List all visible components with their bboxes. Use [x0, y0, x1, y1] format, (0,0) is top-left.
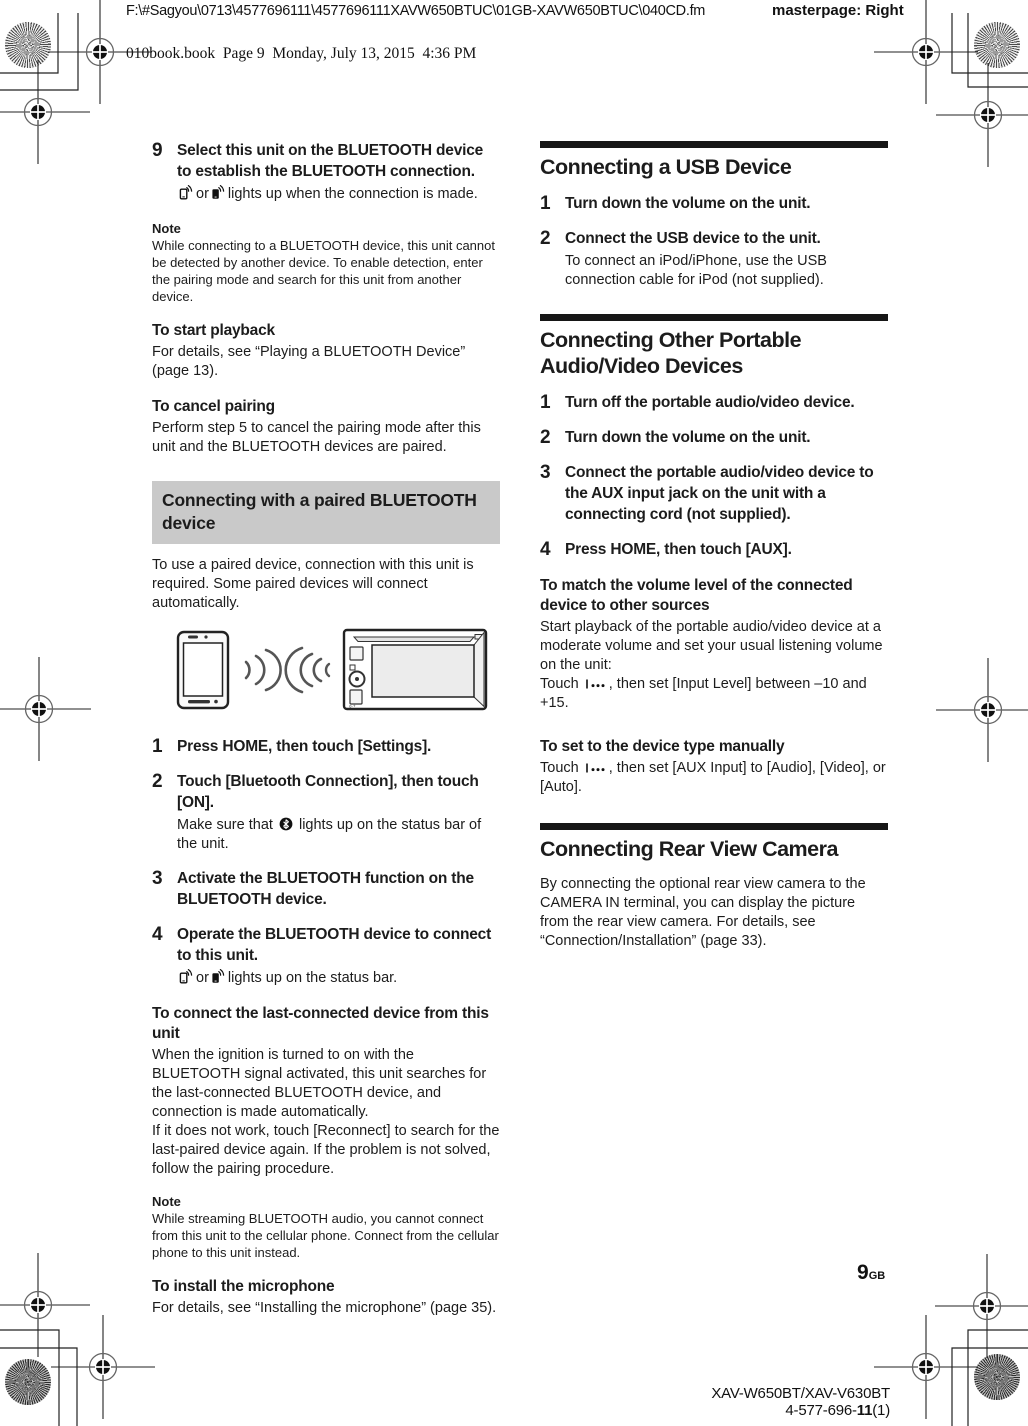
- step-title: Touch [Bluetooth Connection], then touch [ON].: [177, 773, 479, 811]
- phone-bt-filled-icon: [211, 185, 226, 200]
- option-menu-icon: [585, 678, 607, 690]
- phone-bt-outline-icon: [179, 185, 194, 200]
- starburst-mark-icon: [5, 1359, 51, 1405]
- section-usb: [540, 141, 888, 290]
- svg-text:o·+: o·+: [349, 703, 356, 709]
- step-number: 3: [152, 868, 163, 889]
- step-note: [177, 185, 500, 204]
- part-suffix: (1): [872, 1402, 890, 1419]
- step-1: [152, 736, 500, 757]
- step-note-or: or: [196, 186, 209, 202]
- starburst-mark-icon: [974, 22, 1020, 68]
- column-right: [540, 141, 888, 951]
- page-region: GB: [868, 1270, 886, 1282]
- section-heading-paired-bluetooth: Connecting with a paired BLUETOOTH device: [152, 481, 500, 544]
- step-title: Activate the BLUETOOTH function on the BLUETOOTH device.: [177, 870, 474, 908]
- body-touch-suffix: , then set [AUX Input] to [Audio], [Video], or [Auto].: [540, 760, 886, 795]
- step-number: 4: [152, 924, 163, 945]
- section-portable: [540, 314, 888, 797]
- body-match-volume-2: [540, 675, 888, 713]
- body-cancel-pairing: Perform step 5 to cancel the pairing mode after this unit and the BLUETOOTH devices are paired.: [152, 420, 481, 455]
- step-3: [152, 868, 500, 910]
- registration-mark-icon: [0, 60, 90, 164]
- document-footer: [711, 1385, 890, 1419]
- body-install-microphone: For details, see “Installing the microphone” (page 35).: [152, 1300, 497, 1316]
- registration-mark-icon: [0, 1253, 90, 1357]
- section-heading-camera: Connecting Rear View Camera: [540, 837, 838, 861]
- step-number: 2: [540, 228, 551, 249]
- phone-bt-filled-icon: [211, 969, 226, 984]
- body-match-volume-1: Start playback of the portable audio/video device at a moderate volume and set your usual listening volume on the unit:: [540, 619, 883, 673]
- body-device-type: [540, 759, 888, 797]
- step-note: To connect an iPod/iPhone, use the USB connection cable for iPod (not supplied).: [565, 253, 827, 288]
- step-number: 9: [152, 140, 163, 161]
- step-note: [177, 816, 500, 854]
- step-title: Connect the USB device to the unit.: [565, 230, 821, 247]
- step-title: Turn down the volume on the unit.: [565, 195, 811, 212]
- step-title: Press HOME, then touch [Settings].: [177, 738, 432, 755]
- body-touch-prefix: Touch: [540, 760, 579, 776]
- section-rear-camera: [540, 823, 888, 951]
- registration-mark-icon: [0, 657, 91, 761]
- section-rule: [540, 823, 888, 830]
- step-title: Select this unit on the BLUETOOTH device to establish the BLUETOOTH connection.: [177, 142, 484, 180]
- step-note-or: or: [196, 970, 209, 986]
- header-file-path: F:\#Sagyou\0713\4577696111\4577696111XAVW650BTUC\01GB-XAVW650BTUC\040CD.fm: [126, 3, 706, 19]
- header-masterpage: masterpage: Right: [772, 2, 904, 19]
- step-number: 1: [152, 736, 163, 757]
- step-9: [152, 140, 500, 204]
- step-number: 3: [540, 462, 551, 483]
- subhead-match-volume: To match the volume level of the connected device to other sources: [540, 577, 853, 614]
- section-heading-portable: Connecting Other Portable Audio/Video Devices: [540, 328, 802, 378]
- option-menu-icon: [585, 762, 607, 774]
- subhead-install-microphone: To install the microphone: [152, 1278, 335, 1295]
- note-body: While streaming BLUETOOTH audio, you cannot connect from this unit to the cellular phone. Connect from the cellular phone to this unit instead.: [152, 1211, 499, 1260]
- subhead-device-type: To set to the device type manually: [540, 738, 785, 755]
- step-2: [540, 228, 888, 290]
- body-touch-suffix: , then set [Input Level] between –10 and +15.: [540, 676, 867, 711]
- column-left: [152, 140, 500, 1318]
- note-body: While connecting to a BLUETOOTH device, this unit cannot be detected by another device. To enable detection, enter the pairing mode and search for this unit from another device.: [152, 238, 495, 304]
- step-note: [177, 969, 500, 988]
- footer-model-line: XAV-W650BT/XAV-V630BT: [711, 1385, 890, 1402]
- paired-section-intro: To use a paired device, connection with this unit is required. Some paired devices will connect automatically.: [152, 557, 474, 611]
- step-title: Turn down the volume on the unit.: [565, 429, 811, 446]
- part-prefix: 4-577-696-: [785, 1402, 857, 1419]
- step-4: [152, 924, 500, 988]
- page-number-value: 9: [857, 1261, 869, 1284]
- note-label: Note: [152, 1194, 181, 1209]
- note-label: Note: [152, 221, 181, 236]
- section-heading-usb: Connecting a USB Device: [540, 155, 792, 179]
- starburst-mark-icon: [5, 22, 51, 68]
- body-start-playback: For details, see “Playing a BLUETOOTH Device” (page 13).: [152, 344, 466, 379]
- step-number: 2: [152, 771, 163, 792]
- body-last-connected-2: If it does not work, touch [Reconnect] to search for the last-paired device again. If the problem is not solved, follow the pairing procedure.: [152, 1123, 500, 1177]
- subhead-last-connected: To connect the last-connected device from this unit: [152, 1005, 489, 1042]
- section-rule: [540, 314, 888, 321]
- body-last-connected-1: When the ignition is turned to on with the BLUETOOTH signal activated, this unit searches for the last-connected BLUETOOTH device, and connection is made automatically.: [152, 1047, 487, 1120]
- step-note-rest: lights up on the status bar.: [227, 970, 398, 986]
- step-title: Turn off the portable audio/video device.: [565, 394, 855, 411]
- step-title: Connect the portable audio/video device to the AUX input jack on the unit with a connecting cord (not supplied).: [565, 464, 874, 523]
- step-note-prefix: Make sure that: [177, 817, 273, 833]
- step-3: [540, 462, 888, 525]
- step-4: [540, 539, 888, 560]
- step-title: Press HOME, then touch [AUX].: [565, 541, 792, 558]
- step-2: [540, 427, 888, 448]
- step-number: 2: [540, 427, 551, 448]
- subhead-start-playback: To start playback: [152, 322, 275, 339]
- starburst-mark-icon: [974, 1354, 1020, 1400]
- footer-part-number: [711, 1402, 890, 1419]
- bluetooth-pairing-illustration: [166, 625, 488, 715]
- phone-bt-outline-icon: [179, 969, 194, 984]
- body-touch-prefix: Touch: [540, 676, 579, 692]
- page-number: [857, 1261, 885, 1285]
- step-2: [152, 771, 500, 854]
- step-title: Operate the BLUETOOTH device to connect to this unit.: [177, 926, 492, 964]
- subhead-cancel-pairing: To cancel pairing: [152, 398, 275, 415]
- registration-mark-icon: [51, 1315, 155, 1419]
- part-revision: 11: [856, 1402, 873, 1419]
- step-1: [540, 392, 888, 413]
- step-number: 1: [540, 392, 551, 413]
- registration-mark-icon: [936, 658, 1028, 762]
- step-number: 1: [540, 193, 551, 214]
- section-rule: [540, 141, 888, 148]
- step-1: [540, 193, 888, 214]
- step-note-rest: lights up when the connection is made.: [227, 186, 478, 202]
- step-note-suffix: lights up on the status bar of the unit.: [177, 817, 482, 852]
- header-book-line: 010book.book Page 9 Monday, July 13, 2015 4:36 PM: [126, 45, 477, 62]
- body-rear-camera: By connecting the optional rear view camera to the CAMERA IN terminal, you can display the picture from the rear view camera. For details, see “Connection/Installation” (page 33).: [540, 876, 866, 949]
- bluetooth-status-icon: [279, 817, 293, 831]
- registration-mark-icon: [936, 63, 1028, 167]
- step-number: 4: [540, 539, 551, 560]
- registration-mark-icon: [935, 1254, 1028, 1358]
